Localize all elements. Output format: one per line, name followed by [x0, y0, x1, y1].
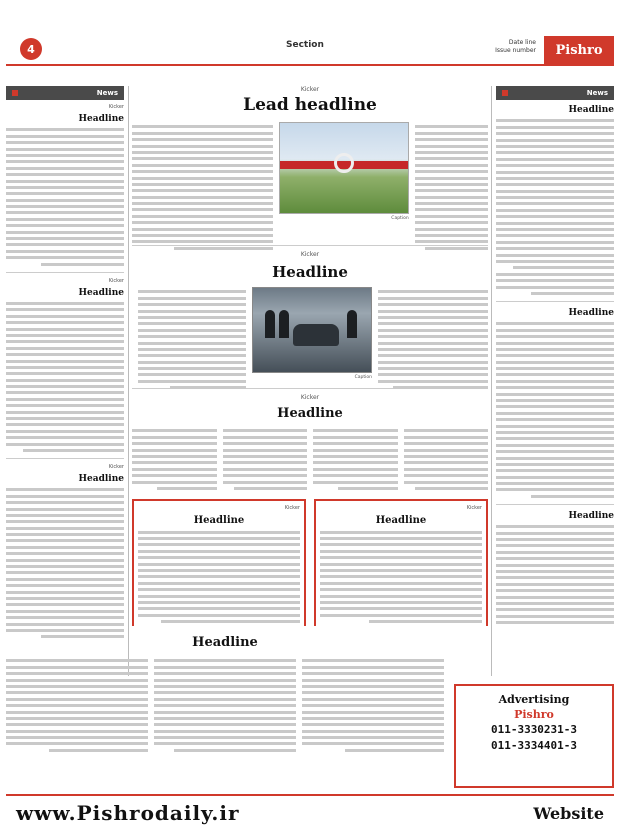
lead-body-right	[415, 122, 488, 240]
newspaper-page	[6, 8, 614, 830]
date-line: Date line	[508, 39, 536, 46]
env-body-col	[404, 426, 489, 493]
square-bullet-icon	[12, 90, 18, 96]
photo-caption: Caption	[354, 375, 372, 380]
boxed-story-nowruz[interactable]	[314, 499, 488, 626]
person-graphic	[279, 310, 289, 338]
news-header-bar	[496, 86, 614, 100]
footer-url[interactable]: www.Pishrodaily.ir	[16, 801, 240, 825]
ikco-story	[132, 287, 488, 383]
left-news-column	[6, 86, 124, 676]
ikco-headline[interactable]: Headline	[272, 263, 348, 281]
news-header-bar	[6, 86, 124, 100]
person-graphic	[347, 310, 357, 338]
car-graphic	[293, 324, 339, 346]
divider	[6, 458, 124, 459]
story-headline[interactable]: Headline	[193, 515, 245, 527]
section-title: Section	[286, 40, 324, 50]
bottom-body-col	[154, 656, 296, 755]
footer	[6, 794, 614, 830]
bottom-headline[interactable]: Headline	[192, 635, 258, 650]
page-number-badge: 4	[20, 38, 42, 60]
right-story-3[interactable]	[496, 510, 614, 624]
story-body	[6, 128, 124, 265]
center-column	[132, 86, 488, 626]
bottom-body-col	[6, 656, 148, 755]
scissors-icon	[334, 153, 354, 173]
right-news-column	[496, 86, 614, 676]
env-body-col	[132, 426, 217, 493]
issue-info	[366, 39, 536, 55]
story-headline[interactable]: Headline	[568, 105, 614, 115]
story-headline[interactable]: Headline	[568, 307, 614, 318]
newspaper-logo[interactable]: Pishro	[544, 36, 614, 64]
story-headline[interactable]: Headline	[78, 473, 124, 484]
story-kicker: Kicker	[108, 277, 124, 284]
advertising-box[interactable]	[454, 684, 614, 788]
story-kicker: Kicker	[466, 505, 482, 512]
date-line-secondary: Issue number	[495, 47, 536, 54]
lead-photo[interactable]	[279, 122, 409, 214]
left-story-1[interactable]	[6, 104, 124, 266]
lead-headline[interactable]: Lead headline	[243, 95, 377, 115]
story-headline[interactable]: Headline	[568, 510, 614, 521]
lead-story	[132, 122, 488, 240]
story-headline[interactable]: Headline	[78, 287, 124, 298]
env-body-col	[223, 426, 308, 493]
story-kicker: Kicker	[108, 463, 124, 470]
divider	[6, 272, 124, 273]
column-rule	[491, 86, 492, 676]
story-kicker: Kicker	[300, 251, 320, 258]
divider	[496, 504, 614, 505]
env-headline[interactable]: Headline	[277, 406, 343, 421]
boxed-stories	[132, 499, 488, 626]
ikco-body-left	[138, 287, 246, 383]
left-story-3[interactable]	[6, 464, 124, 638]
boxed-story-livelihood[interactable]	[132, 499, 306, 626]
story-body	[496, 525, 614, 624]
right-story-1[interactable]	[496, 104, 614, 295]
footer-site-name: Website	[533, 803, 604, 823]
news-header-label: News	[96, 89, 118, 97]
env-body-col	[313, 426, 398, 493]
column-rule	[128, 86, 129, 676]
left-story-2[interactable]	[6, 278, 124, 452]
bottom-story[interactable]	[6, 634, 444, 784]
story-body	[320, 531, 482, 623]
masthead	[6, 8, 614, 70]
lead-photo-wrap	[279, 122, 409, 240]
ikco-body-right	[378, 287, 488, 383]
ad-title: Advertising	[498, 693, 570, 706]
story-headline[interactable]: Headline	[375, 515, 427, 527]
ad-phone-1[interactable]: 011-3330231-3	[490, 723, 578, 736]
story-kicker: Kicker	[284, 505, 300, 512]
news-header-label: News	[586, 89, 608, 97]
divider	[496, 301, 614, 302]
ad-phone-2[interactable]: 011-3334401-3	[490, 739, 578, 752]
story-body	[496, 322, 614, 498]
story-headline[interactable]: Headline	[78, 114, 124, 124]
story-kicker: Kicker	[108, 104, 124, 110]
photo-caption: Caption	[391, 216, 409, 221]
env-story	[132, 426, 488, 493]
bottom-body-col	[302, 656, 444, 755]
story-body	[6, 488, 124, 638]
right-story-2[interactable]	[496, 307, 614, 498]
story-body	[138, 531, 300, 623]
masthead-divider	[6, 64, 614, 66]
story-body	[6, 302, 124, 452]
bottom-body	[6, 656, 444, 755]
ad-subtitle: Pishro	[514, 708, 554, 721]
lead-kicker: Kicker	[300, 86, 320, 93]
lead-body-left	[132, 122, 273, 240]
ikco-photo-wrap	[252, 287, 372, 383]
ikco-photo[interactable]	[252, 287, 372, 373]
person-graphic	[265, 310, 275, 338]
story-kicker: Kicker	[300, 394, 320, 401]
square-bullet-icon	[502, 90, 508, 96]
story-body	[496, 119, 614, 295]
